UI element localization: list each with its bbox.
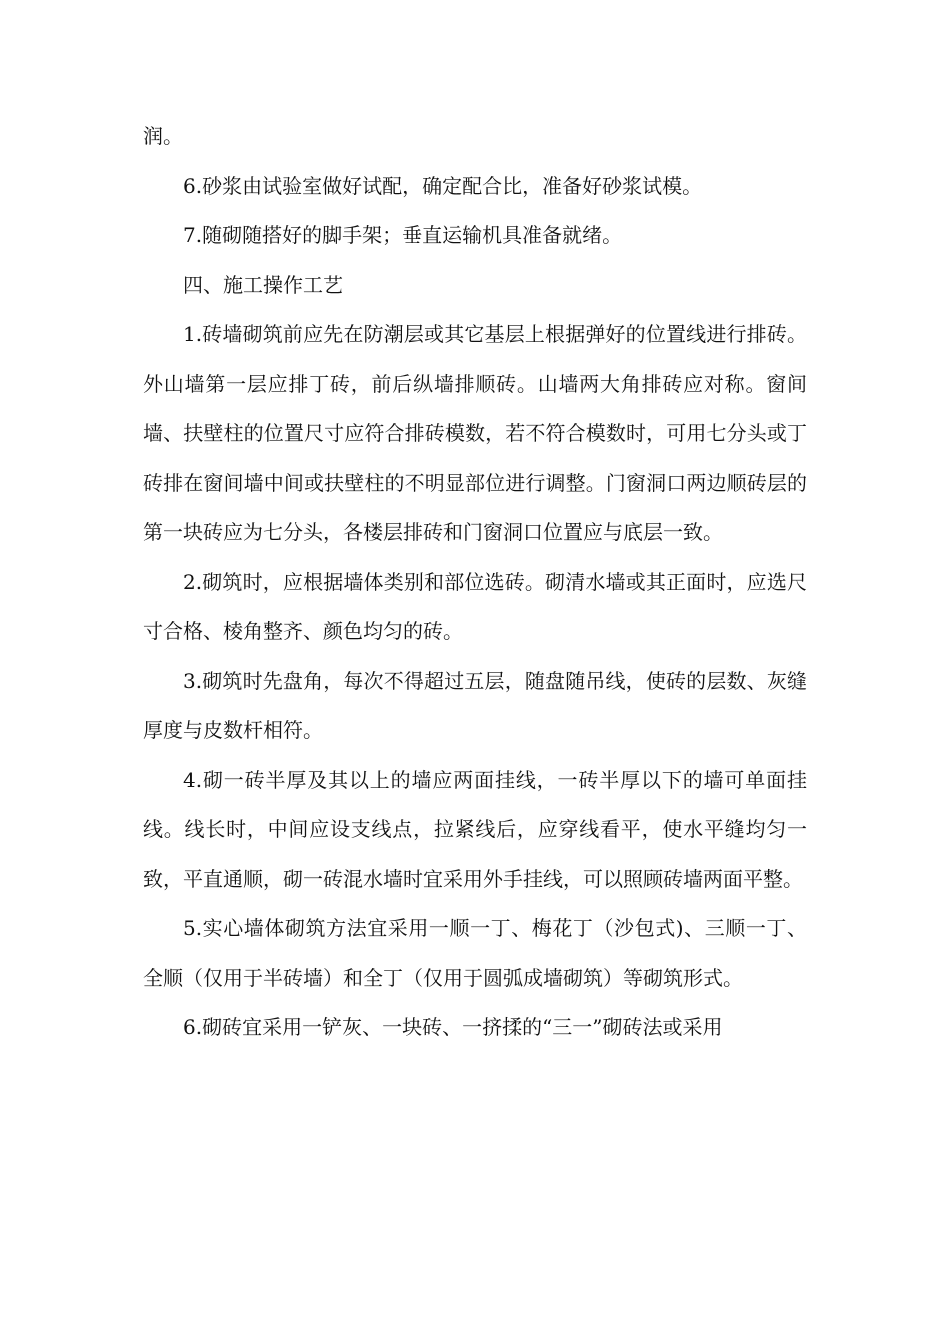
paragraph-line-hanging: 4.砌一砖半厚及其以上的墙应两面挂线，一砖半厚以下的墙可单面挂线。线长时，中间应设支线点，拉紧线后，应穿线看平，使水平缝均匀一致，平直通顺，砌一砖混水墙时宜采用外手挂线，可以照顾砖墙两面平整。 (143, 767, 807, 891)
paragraph-corner-building: 3.砌筑时先盘角，每次不得超过五层，随盘随吊线，使砖的层数、灰缝厚度与皮数杆相符。 (143, 668, 807, 742)
paragraph-bond-patterns: 5.实心墙体砌筑方法宜采用一顺一丁、梅花丁（沙包式)、三顺一丁、全顺（仅用于半砖墙）和全丁（仅用于圆弧成墙砌筑）等砌筑形式。 (143, 916, 807, 990)
paragraph-bricklaying-method: 6.砌砖宜采用一铲灰、一块砖、一挤揉的“三一”砌砖法或采用 (183, 1015, 723, 1039)
paragraph-scaffold: 7.随砌随搭好的脚手架；垂直运输机具准备就绪。 (183, 223, 623, 247)
document-body (143, 112, 807, 1053)
section-heading: 四、施工操作工艺 (183, 272, 343, 297)
paragraph-mortar-mix: 6.砂浆由试验室做好试配，确定配合比，准备好砂浆试模。 (183, 173, 703, 198)
paragraph-brick-selection: 2.砌筑时，应根据墙体类别和部位选砖。砌清水墙或其正面时，应选尺寸合格、棱角整齐、颜色均匀的砖。 (143, 569, 807, 643)
paragraph-continuation: 润。 (143, 124, 183, 148)
paragraph-brick-layout: 1.砖墙砌筑前应先在防潮层或其它基层上根据弹好的位置线进行排砖。外山墙第一层应排丁砖，前后纵墙排顺砖。山墙两大角排砖应对称。窗间墙、扶壁柱的位置尺寸应符合排砖模数，若不符合模数时，可用七分头或丁砖排在窗间墙中间或扶壁柱的不明显部位进行调整。门窗洞口两边顺砖层的第一块砖应为七分头，各楼层排砖和门窗洞口位置应与底层一致。 (143, 322, 807, 544)
